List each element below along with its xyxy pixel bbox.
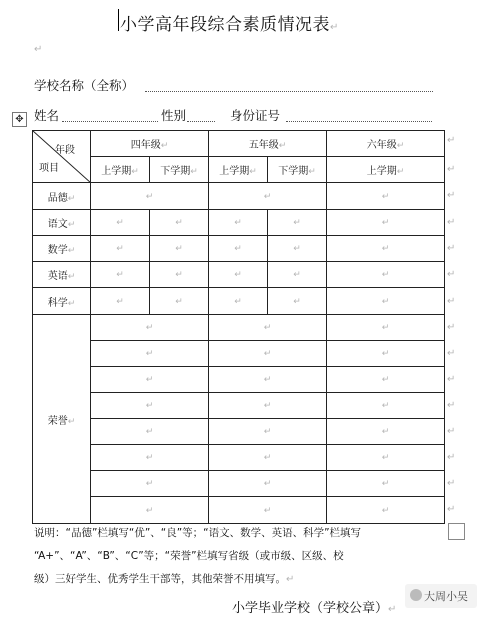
row-label: 科学↵: [33, 288, 91, 315]
table-cell[interactable]: ↵: [150, 236, 209, 262]
row-end-mark: ↵: [447, 164, 456, 175]
table-cell[interactable]: ↵: [268, 262, 327, 288]
header-corner-cell: [33, 131, 91, 183]
table-row: [33, 471, 445, 497]
table-row: [33, 236, 445, 262]
row-end-mark: ↵: [447, 190, 456, 201]
table-cell[interactable]: ↵: [327, 393, 445, 419]
table-resize-handle[interactable]: [448, 523, 465, 540]
table-cell[interactable]: ↵: [91, 367, 209, 393]
table-cell[interactable]: ↵: [209, 393, 327, 419]
table-cell[interactable]: ↵: [150, 210, 209, 236]
table-cell[interactable]: ↵: [327, 367, 445, 393]
row-end-mark: ↵: [447, 269, 456, 280]
table-cell[interactable]: ↵: [91, 341, 209, 367]
table-cell[interactable]: ↵: [327, 210, 445, 236]
table-row: [33, 497, 445, 524]
row-label: 英语↵: [33, 262, 91, 288]
row-end-mark: ↵: [447, 322, 456, 333]
row-label: 数学↵: [33, 236, 91, 262]
watermark-text: 大周小吴: [424, 590, 468, 603]
table-row: [33, 341, 445, 367]
diagonal-line: [33, 131, 91, 183]
table-cell[interactable]: ↵: [327, 445, 445, 471]
row-label: 品德↵: [33, 183, 91, 210]
row-label: 语文↵: [33, 210, 91, 236]
table-cell[interactable]: ↵: [209, 183, 327, 210]
table-row: [33, 367, 445, 393]
row-end-mark: ↵: [447, 426, 456, 437]
paragraph-mark: ↵: [330, 22, 339, 33]
table-cell[interactable]: ↵: [91, 393, 209, 419]
page-title[interactable]: [120, 10, 339, 35]
term-header: 下学期↵: [150, 157, 209, 183]
table-row: [33, 183, 445, 210]
gender-label: 性别: [161, 108, 187, 123]
table-cell[interactable]: ↵: [209, 445, 327, 471]
table-cell[interactable]: ↵: [91, 445, 209, 471]
table-cell[interactable]: ↵: [91, 236, 150, 262]
table-row: [33, 288, 445, 315]
table-cell[interactable]: ↵: [209, 315, 327, 341]
table-cell[interactable]: ↵: [327, 183, 445, 210]
note-line-3: 级）三好学生、优秀学生干部等，其他荣誉不用填写。↵: [34, 573, 295, 585]
corner-item-label: 项目: [39, 163, 59, 174]
school-name-field[interactable]: [145, 91, 433, 92]
table-cell[interactable]: ↵: [209, 419, 327, 445]
term-header: 下学期↵: [268, 157, 327, 183]
table-row: [33, 210, 445, 236]
term-header: 上学期↵: [209, 157, 268, 183]
table-cell[interactable]: ↵: [91, 183, 209, 210]
quality-table: [32, 130, 445, 524]
table-cell[interactable]: ↵: [327, 315, 445, 341]
table-row: [33, 262, 445, 288]
table-cell[interactable]: ↵: [209, 471, 327, 497]
row-end-mark: ↵: [447, 452, 456, 463]
table-cell[interactable]: ↵: [327, 236, 445, 262]
note-line-2: “A+”、“A”、“B”、“C”等；“荣誉”栏填写省级（或市级、区级、校: [34, 550, 344, 562]
table-cell[interactable]: ↵: [91, 315, 209, 341]
row-end-mark: ↵: [447, 504, 456, 515]
table-row: [33, 315, 445, 341]
name-label: 姓名: [34, 108, 60, 123]
grade-header: 五年级↵: [209, 131, 327, 157]
text-cursor: [118, 9, 119, 31]
gender-field[interactable]: [187, 121, 215, 122]
table-cell[interactable]: ↵: [150, 262, 209, 288]
row-end-mark: ↵: [447, 135, 456, 146]
table-cell[interactable]: ↵: [209, 262, 268, 288]
table-cell[interactable]: ↵: [150, 288, 209, 315]
row-end-mark: ↵: [447, 400, 456, 411]
note-line-1: 说明：“品德”栏填写“优”、“良”等；“语文、数学、英语、科学”栏填写: [34, 527, 362, 539]
school-name-label: 学校名称（全称）: [34, 78, 135, 93]
table-cell[interactable]: ↵: [209, 367, 327, 393]
grade-header: 四年级↵: [91, 131, 209, 157]
id-label: 身份证号: [230, 108, 281, 123]
table-cell[interactable]: ↵: [91, 471, 209, 497]
table-cell[interactable]: ↵: [209, 210, 268, 236]
table-cell[interactable]: ↵: [209, 341, 327, 367]
table-cell[interactable]: ↵: [91, 210, 150, 236]
graduation-school-seal-line: 小学毕业学校（学校公章）↵: [232, 601, 397, 616]
table-cell[interactable]: ↵: [91, 419, 209, 445]
table-cell[interactable]: ↵: [327, 471, 445, 497]
grade-header: 六年级↵: [327, 131, 445, 157]
table-cell[interactable]: ↵: [209, 497, 327, 524]
table-row: [33, 393, 445, 419]
table-cell[interactable]: ↵: [91, 262, 150, 288]
corner-grade-label: 年段: [55, 145, 75, 156]
row-end-mark: ↵: [447, 374, 456, 385]
table-cell[interactable]: ↵: [327, 419, 445, 445]
row-end-mark: ↵: [447, 217, 456, 228]
row-end-mark: ↵: [447, 348, 456, 359]
table-cell[interactable]: ↵: [268, 288, 327, 315]
table-cell[interactable]: ↵: [327, 497, 445, 524]
table-cell[interactable]: ↵: [327, 288, 445, 315]
row-end-mark: ↵: [447, 478, 456, 489]
table-cell[interactable]: ↵: [268, 210, 327, 236]
row-end-mark: ↵: [447, 243, 456, 254]
paragraph-mark: ↵: [34, 44, 43, 55]
name-field[interactable]: [62, 121, 158, 122]
term-header: 上学期↵: [327, 157, 445, 183]
table-cell[interactable]: ↵: [209, 288, 268, 315]
table-cell[interactable]: ↵: [268, 236, 327, 262]
title-text: 小学高年段综合素质情况表: [120, 15, 330, 35]
table-cell[interactable]: ↵: [327, 341, 445, 367]
table-row: [33, 445, 445, 471]
table-cell[interactable]: ↵: [91, 288, 150, 315]
table-row: [33, 419, 445, 445]
table-move-handle-icon[interactable]: ✥: [12, 112, 27, 127]
id-field[interactable]: [286, 121, 432, 122]
row-end-mark: ↵: [447, 296, 456, 307]
table-cell[interactable]: ↵: [327, 262, 445, 288]
watermark-logo-icon: [410, 589, 422, 601]
row-label-honor: 荣誉↵: [33, 315, 91, 524]
table-cell[interactable]: ↵: [91, 497, 209, 524]
table-cell[interactable]: ↵: [209, 236, 268, 262]
term-header: 上学期↵: [91, 157, 150, 183]
